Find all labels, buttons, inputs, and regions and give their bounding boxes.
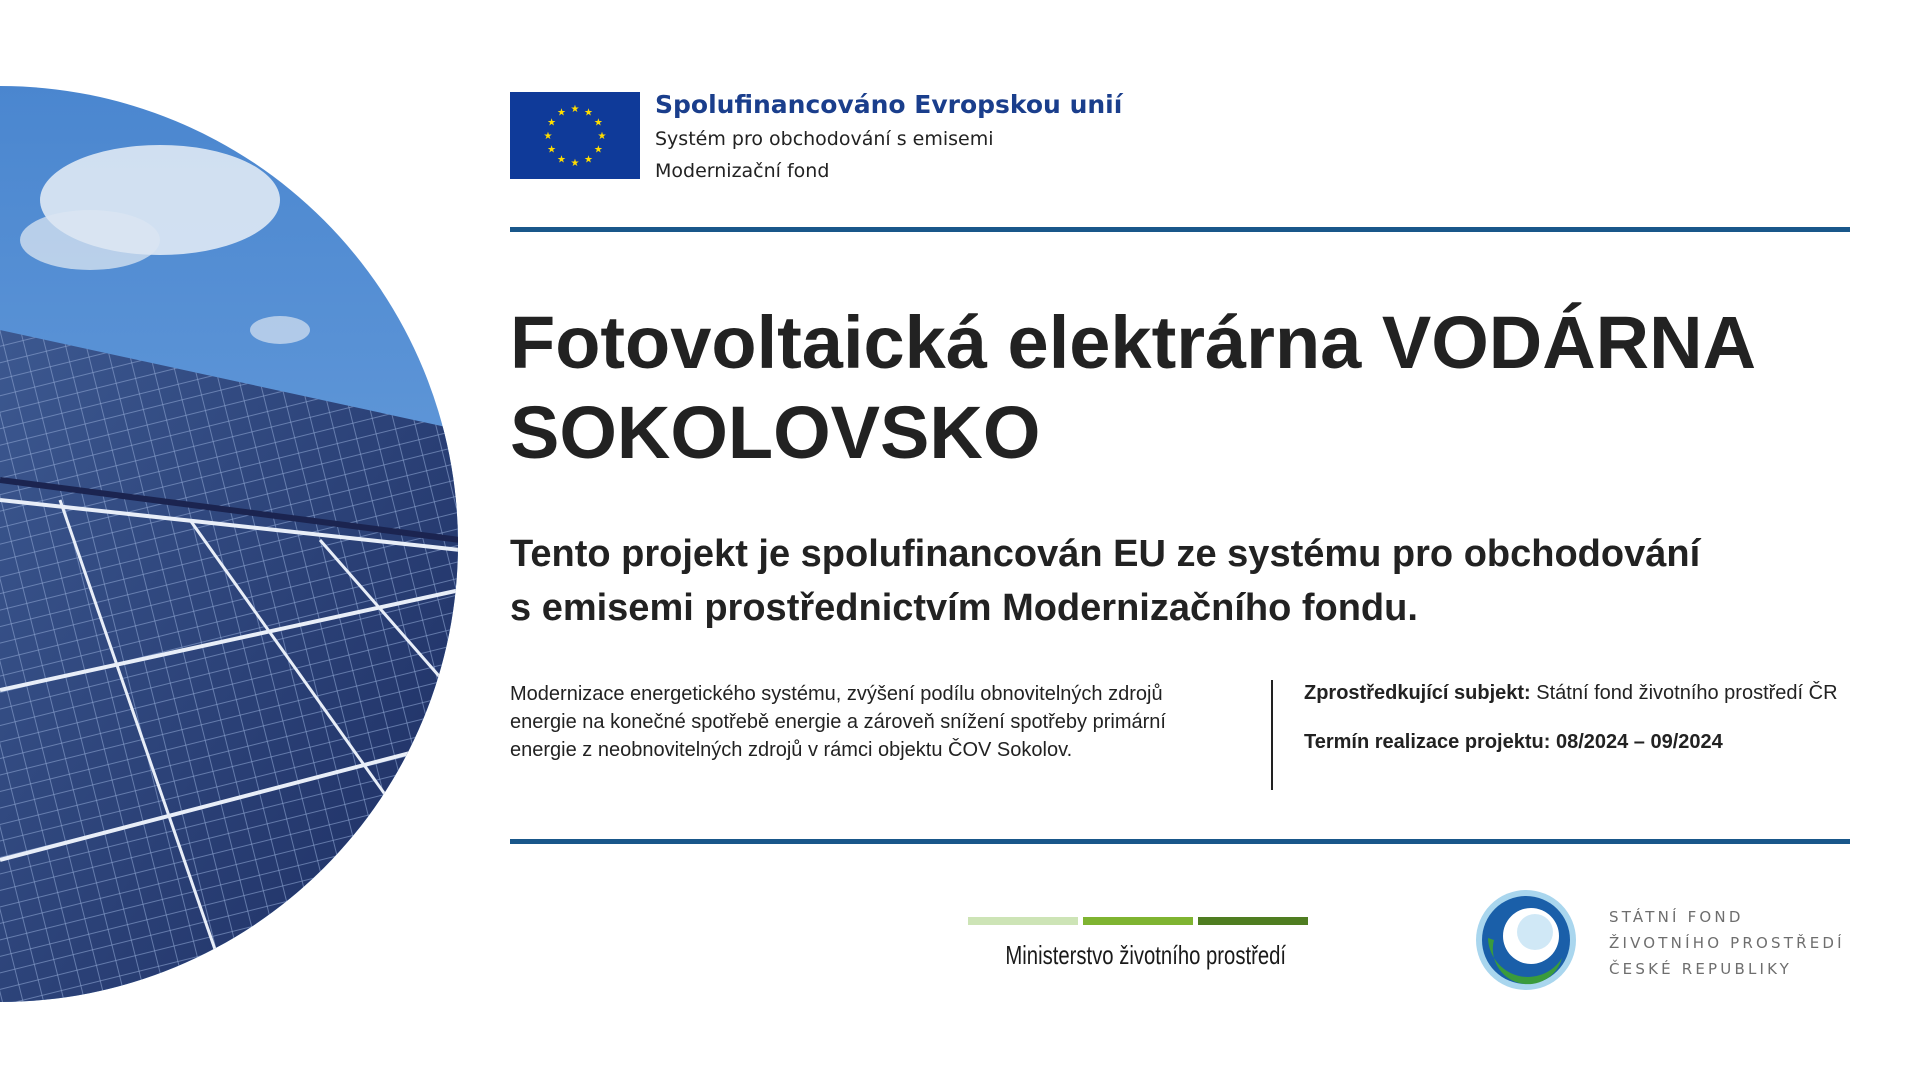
mzp-logo-icon: [968, 914, 1308, 984]
sfzp-line-1: STÁTNÍ FOND: [1609, 908, 1744, 926]
svg-text:★: ★: [570, 104, 580, 115]
eu-fund-line: Modernizační fond: [655, 160, 830, 182]
mzp-bar-dark: [1198, 917, 1308, 925]
term-label: Termín realizace projektu:: [1304, 731, 1551, 753]
svg-text:★: ★: [593, 144, 603, 156]
svg-text:★: ★: [584, 107, 593, 119]
sfzp-line-3: ČESKÉ REPUBLIKY: [1609, 960, 1793, 978]
eu-program-line: Systém pro obchodování s emisemi: [655, 128, 994, 150]
mzp-name: Ministerstvo životního prostředí: [1005, 940, 1287, 970]
svg-text:★: ★: [547, 144, 557, 156]
term-info: [1304, 731, 1723, 754]
svg-text:★: ★: [570, 158, 580, 169]
term-value: 08/2024 – 09/2024: [1555, 731, 1723, 753]
sfzp-logo-icon: [1474, 888, 1578, 992]
eu-flag-icon: [510, 92, 640, 179]
svg-text:★: ★: [557, 154, 566, 166]
solar-panel-photo: [0, 0, 460, 1080]
svg-text:★: ★: [543, 131, 553, 142]
eu-funding-title: Spolufinancováno Evropskou unií: [655, 90, 1123, 119]
mzp-bar-mid: [1083, 917, 1193, 925]
intermediary-value: Státní fond životního prostředí ČR: [1536, 682, 1838, 704]
intermediary-info: [1304, 682, 1838, 705]
project-title: Fotovoltaická elektrárna VODÁRNA SOKOLOVSKO: [510, 301, 1754, 474]
info-divider: [1271, 680, 1273, 790]
project-subtitle: [510, 527, 1850, 635]
intermediary-label: Zprostředkující subjekt:: [1304, 682, 1531, 704]
project-description: Modernizace energetického systému, zvýšení podílu obnovitelných zdrojů energie na konečné spotřebě energie a zároveň snížení spotřeby primární energie z neobnovitelných zdrojů v rámci objektu ČOV Sokolov.: [510, 683, 1166, 761]
subtitle-line-1: Tento projekt je spolufinancován EU ze systému pro obchodování: [510, 533, 1701, 575]
svg-text:★: ★: [547, 117, 557, 129]
sfzp-line-2: ŽIVOTNÍHO PROSTŘEDÍ: [1609, 934, 1845, 952]
mzp-bar-light: [968, 917, 1078, 925]
svg-text:★: ★: [557, 107, 566, 119]
svg-text:★: ★: [593, 117, 603, 129]
top-divider: [510, 227, 1850, 232]
svg-text:★: ★: [584, 154, 593, 166]
bottom-divider: [510, 839, 1850, 844]
subtitle-line-2: s emisemi prostřednictvím Modernizačního fondu.: [510, 587, 1418, 629]
svg-text:★: ★: [597, 131, 607, 142]
